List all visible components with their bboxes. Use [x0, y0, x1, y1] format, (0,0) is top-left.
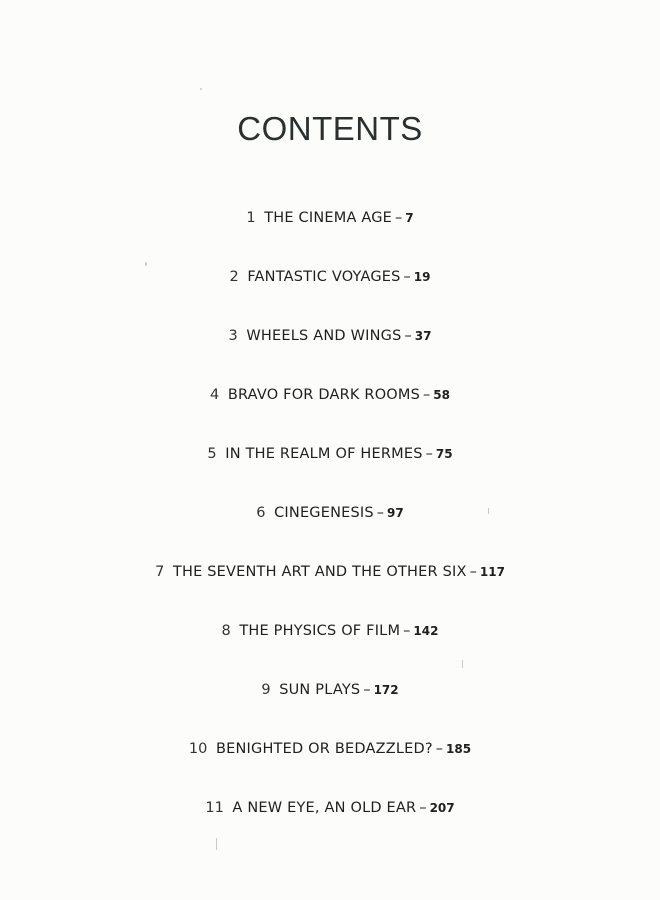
page-number: 7 — [405, 211, 414, 225]
separator-dash: – — [363, 682, 371, 698]
page-title: CONTENTS — [237, 110, 423, 148]
chapter-number: 7 — [155, 564, 165, 580]
separator-dash: – — [403, 623, 411, 639]
chapter-title: A NEW EYE, AN OLD EAR — [232, 800, 417, 816]
toc-entry — [0, 446, 660, 505]
chapter-title: BENIGHTED OR BEDAZZLED? — [215, 741, 433, 757]
chapter-number: 3 — [228, 328, 238, 344]
chapter-title: THE SEVENTH ART AND THE OTHER SIX — [172, 564, 467, 580]
page-number: 142 — [413, 624, 439, 638]
chapter-number: 5 — [207, 446, 217, 462]
separator-dash: – — [469, 564, 477, 580]
scan-speck — [200, 88, 202, 90]
chapter-number: 10 — [188, 741, 208, 757]
scan-speck — [488, 508, 489, 514]
separator-dash: – — [404, 328, 412, 344]
separator-dash: – — [376, 505, 385, 521]
table-of-contents — [0, 210, 660, 859]
page-number: 37 — [414, 329, 432, 343]
chapter-number: 8 — [221, 623, 231, 639]
separator-dash: – — [423, 387, 431, 403]
page-number: 172 — [373, 683, 399, 697]
chapter-title: WHEELS AND WINGS — [246, 328, 402, 344]
chapter-title: BRAVO FOR DARK ROOMS — [227, 387, 421, 403]
toc-entry — [0, 741, 660, 800]
chapter-number: 6 — [256, 505, 266, 521]
toc-entry — [0, 682, 660, 741]
separator-dash: – — [425, 446, 433, 462]
page-number: 185 — [446, 742, 472, 756]
toc-entry — [0, 505, 660, 564]
toc-entry — [0, 269, 660, 328]
chapter-number: 9 — [261, 682, 271, 698]
page-number: 19 — [413, 270, 431, 284]
chapter-title: THE CINEMA AGE — [264, 210, 393, 226]
page-number: 117 — [479, 565, 505, 579]
toc-entry — [0, 623, 660, 682]
toc-entry — [0, 387, 660, 446]
separator-dash: – — [419, 800, 427, 816]
chapter-number: 11 — [205, 800, 224, 816]
chapter-number: 4 — [210, 387, 220, 403]
toc-entry — [0, 210, 660, 269]
chapter-title: THE PHYSICS OF FILM — [239, 623, 401, 639]
chapter-title: CINEGENESIS — [274, 505, 374, 521]
scan-speck — [462, 660, 463, 668]
page-number: 75 — [435, 447, 453, 461]
toc-entry — [0, 564, 660, 623]
page-number: 58 — [433, 388, 450, 402]
toc-entry — [0, 328, 660, 387]
chapter-number: 2 — [229, 269, 239, 285]
chapter-title: SUN PLAYS — [279, 682, 361, 698]
page-number: 97 — [387, 506, 404, 520]
separator-dash: – — [403, 269, 411, 285]
separator-dash: – — [395, 210, 403, 226]
scan-speck — [145, 262, 147, 266]
chapter-title: IN THE REALM OF HERMES — [225, 446, 423, 462]
page-number: 207 — [429, 801, 455, 815]
toc-entry — [0, 800, 660, 859]
chapter-number: 1 — [246, 210, 256, 226]
separator-dash: – — [435, 741, 444, 757]
chapter-title: FANTASTIC VOYAGES — [247, 269, 401, 285]
scan-speck — [216, 838, 217, 850]
